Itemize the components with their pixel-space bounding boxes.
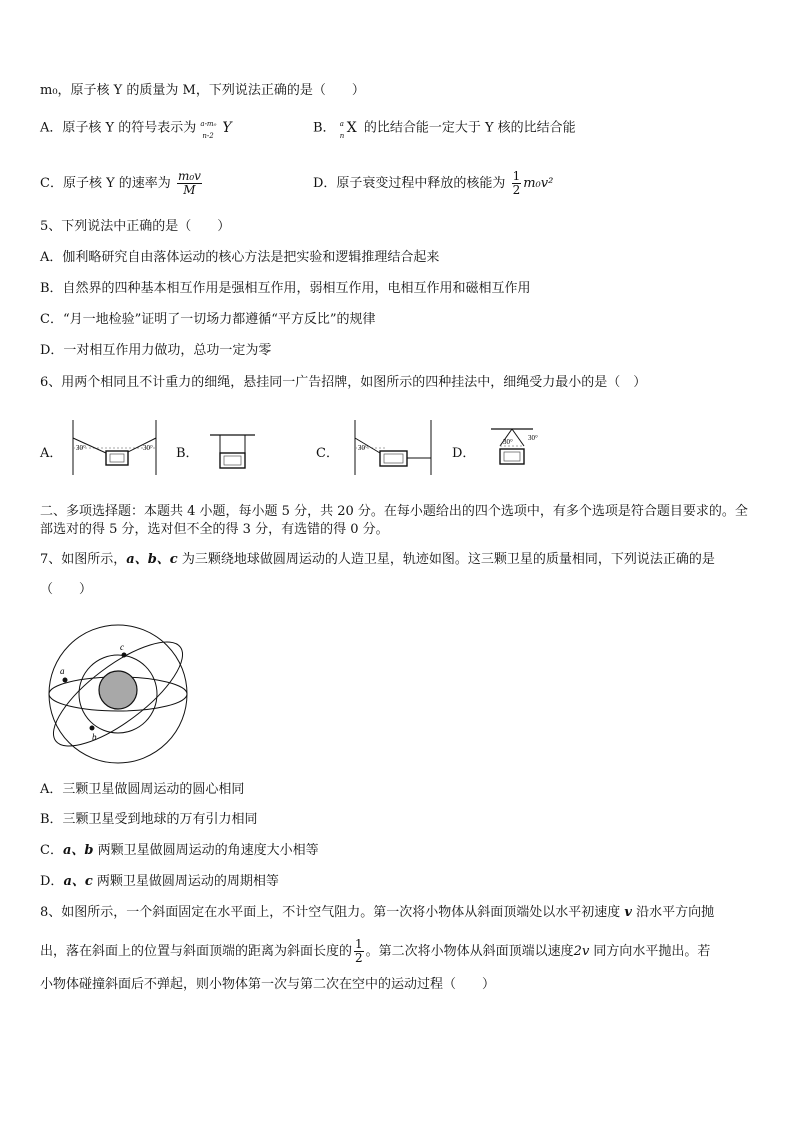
- q4-option-d-text: D．原子衰变过程中释放的核能为: [313, 176, 506, 191]
- q4-option-d-tail: m₀v²: [523, 176, 554, 191]
- q4-option-a-symbol: a-m₀ n-2 Y: [200, 120, 232, 140]
- q6-figure-d: [488, 420, 548, 475]
- q8-line-2-fraction: $\frac{1}{2}$: [355, 937, 363, 965]
- q7-stem-post: 为三颗绕地球做圆周运动的人造卫星，轨迹如图。这三颗卫星的质量相同，下列说法正确的是: [177, 552, 715, 567]
- satellite-c-label: c: [120, 642, 124, 652]
- satellite-c-dot: [122, 653, 127, 658]
- q7-option-c-vars: a、b: [62, 843, 94, 858]
- q4-option-a[interactable]: [40, 119, 238, 138]
- q7-orbit-figure: [44, 622, 194, 768]
- q6-figure-a: [68, 420, 163, 475]
- q6-label-c[interactable]: C．: [316, 446, 339, 461]
- q6-a-angle-right: 30°: [143, 444, 153, 452]
- q7-option-c-text: 两颗卫星做圆周运动的角速度大小相等: [93, 843, 319, 858]
- q5-option-d[interactable]: D．一对相互作用力做功，总功一定为零: [40, 343, 272, 358]
- q4-stem: m₀，原子核 Y 的质量为 M，下列说法正确的是（ ）: [40, 83, 365, 98]
- q6-label-d[interactable]: D．: [452, 446, 476, 461]
- q7-option-d[interactable]: [40, 873, 279, 891]
- q7-option-b[interactable]: B．三颗卫星受到地球的万有引力相同: [40, 812, 258, 827]
- q7-stem: [40, 551, 715, 569]
- q4-option-d-fraction: $\frac{1}{2}$: [512, 169, 521, 197]
- q7-option-c[interactable]: [40, 842, 319, 860]
- q6-d-angle-right: 30°: [528, 434, 538, 442]
- q4-option-b[interactable]: [313, 119, 576, 138]
- q6-c-angle: 30°: [358, 444, 368, 452]
- satellite-b-dot: [90, 726, 95, 731]
- q5-option-b[interactable]: B．自然界的四种基本相互作用是强相互作用，弱相互作用，电相互作用和磁相互作用: [40, 281, 531, 296]
- q8-line-2-pre: 出，落在斜面上的位置与斜面顶端的距离为斜面长度的: [40, 944, 353, 959]
- q8-line-2-2v: 2v: [573, 944, 590, 959]
- q8-line-2-post: 同方向水平抛出。若: [589, 944, 711, 959]
- q6-a-angle-left: 30°: [76, 444, 86, 452]
- q4-option-a-text: A．原子核 Y 的符号表示为: [40, 120, 197, 136]
- q4-option-c[interactable]: [40, 170, 204, 197]
- q4-option-b-text: 的比结合能一定大于 Y 核的比结合能: [359, 120, 576, 136]
- q6-figure-c: [350, 420, 435, 475]
- section-two-heading: 二、多项选择题：本题共 4 小题，每小题 5 分，共 20 分。在每小题给出的四个选项中，有多个选项是符合题目要求的。全部选对的得 5 分，选对但不全的得 3 分，有选错的得 0 分。: [40, 504, 748, 537]
- q4-option-c-fraction: $\frac{\text{m₀v}}{M}$: [177, 169, 201, 197]
- q6-figure-b: [205, 420, 265, 475]
- satellite-b-label: b: [92, 732, 97, 742]
- q4-option-b-symbol: a n X: [339, 120, 357, 140]
- q8-line-2-mid: 。第二次将小物体从斜面顶端以速度: [365, 944, 574, 959]
- q8-line-2: [40, 938, 710, 965]
- q6-label-a[interactable]: A．: [40, 446, 63, 461]
- q7-paren: （ ）: [40, 582, 93, 597]
- q8-line-3: 小物体碰撞斜面后不弹起，则小物体第一次与第二次在空中的运动过程（ ）: [40, 977, 496, 992]
- q4-option-c-text: C．原子核 Y 的速率为: [40, 176, 171, 191]
- q4-option-b-label: B．: [313, 120, 336, 136]
- q5-option-c[interactable]: C．“月一地检验”证明了一切场力都遵循“平方反比”的规律: [40, 312, 376, 327]
- q8-line-1-post: 沿水平方向抛: [631, 905, 715, 920]
- q5-option-a[interactable]: A．伽利略研究自由落体运动的核心方法是把实验和逻辑推理结合起来: [40, 250, 440, 265]
- q6-stem: 6、用两个相同且不计重力的细绳，悬挂同一广告招牌，如图所示的四种挂法中，细绳受力最小的是（ ）: [40, 375, 647, 390]
- q6-label-b[interactable]: B．: [176, 446, 199, 461]
- q7-option-a[interactable]: A．三颗卫星做圆周运动的圆心相同: [40, 782, 245, 797]
- q7-option-d-text: 两颗卫星做圆周运动的周期相等: [92, 874, 279, 889]
- satellite-a-dot: [63, 678, 68, 683]
- q7-option-d-label: D．: [40, 874, 64, 889]
- q8-line-1-v: v: [624, 905, 632, 920]
- q7-option-d-vars: a、c: [63, 874, 93, 889]
- q6-d-angle-left: 30°: [503, 438, 513, 446]
- q7-stem-pre: 7、如图所示，: [40, 552, 127, 567]
- satellite-a-label: a: [60, 666, 65, 676]
- q5-stem: 5、下列说法中正确的是（ ）: [40, 219, 231, 234]
- q8-line-1-pre: 8、如图所示，一个斜面固定在水平面上，不计空气阻力。第一次将小物体从斜面顶端处以水平初速度: [40, 905, 625, 920]
- q7-option-c-label: C．: [40, 843, 63, 858]
- q8-line-1: [40, 904, 714, 922]
- q7-stem-vars: a、b、c: [126, 552, 178, 567]
- q4-option-d[interactable]: [313, 170, 553, 197]
